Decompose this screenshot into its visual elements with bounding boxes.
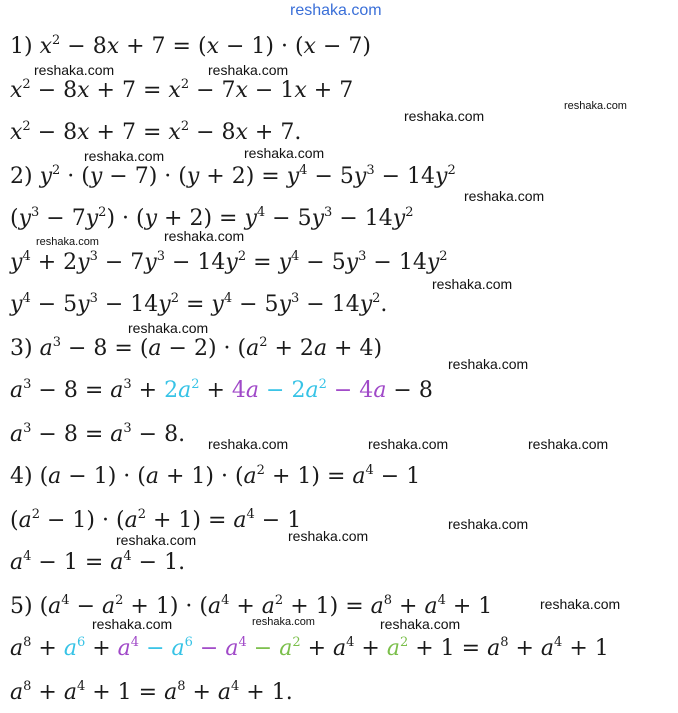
problem-3-statement: 3) $a^3 - 8 = (a - 2) \cdot (a^2 + 2a + 4)$ <box>10 335 383 361</box>
watermark: reshaka.com <box>128 320 209 336</box>
watermark: reshaka.com <box>164 228 245 244</box>
problem-1-statement: 1) $x^2 - 8x + 7 = (x - 1) \cdot (x - 7)$ <box>10 33 371 59</box>
problem-5-result: $a^8 + a^4 + 1 = a^8 + a^4 + 1$. <box>10 679 293 705</box>
problem-4-statement: 4) $(a - 1) \cdot (a + 1) \cdot (a^2 + 1) = a^4 - 1$ <box>10 463 421 489</box>
problem-2-step-2: $y^4 + 2y^3 - 7y^3 - 14y^2 = y^4 - 5y^3 - 14y^2$ <box>10 249 448 275</box>
problem-2-step-1: $(y^3 - 7y^2) \cdot (y + 2) = y^4 - 5y^3 - 14y^2$ <box>10 205 414 231</box>
watermark: reshaka.com <box>464 188 545 204</box>
watermark: reshaka.com <box>92 616 173 632</box>
problem-3-result: $a^3 - 8 = a^3 - 8$. <box>10 421 186 447</box>
watermark: reshaka.com <box>528 436 609 452</box>
watermark: reshaka.com <box>252 616 315 628</box>
watermark: reshaka.com <box>208 436 289 452</box>
watermark: reshaka.com <box>368 436 449 452</box>
problem-2-result: $y^4 - 5y^3 - 14y^2 = y^4 - 5y^3 - 14y^2$. <box>10 291 388 317</box>
watermark: reshaka.com <box>34 62 115 78</box>
watermark: reshaka.com <box>448 516 529 532</box>
problem-2-statement: 2) $y^2 \cdot (y - 7) \cdot (y + 2) = y^4 - 5y^3 - 14y^2$ <box>10 163 456 189</box>
watermark: reshaka.com <box>84 148 165 164</box>
watermark: reshaka.com <box>404 108 485 124</box>
problem-4-step-1: $(a^2 - 1) \cdot (a^2 + 1) = a^4 - 1$ <box>10 507 302 533</box>
watermark: reshaka.com <box>448 356 529 372</box>
problem-5-step-1: $a^8 + a^6 + a^4 - a^6 - a^4 - a^2 + a^4 + a^2 + 1 = a^8 + a^4 + 1$ <box>10 635 609 661</box>
watermark: reshaka.com <box>432 276 513 292</box>
watermark: reshaka.com <box>288 528 369 544</box>
watermark: reshaka.com <box>116 532 197 548</box>
problem-4-result: $a^4 - 1 = a^4 - 1$. <box>10 549 186 575</box>
watermark: reshaka.com <box>380 616 461 632</box>
watermark: reshaka.com <box>244 145 325 161</box>
watermark: reshaka.com <box>564 100 627 112</box>
watermark: reshaka.com <box>540 596 621 612</box>
problem-5-statement: 5) $(a^4 - a^2 + 1) \cdot (a^4 + a^2 + 1) = a^8 + a^4 + 1$ <box>10 593 493 619</box>
problem-1-result: $x^2 - 8x + 7 = x^2 - 8x + 7$. <box>10 119 302 145</box>
problem-3-step-1: $a^3 - 8 = a^3 + 2a^2 + 4a - 2a^2 - 4a - 8$ <box>10 377 433 403</box>
watermark: reshaka.com <box>208 62 289 78</box>
watermark: reshaka.com <box>36 236 99 248</box>
problem-1-step-1: $x^2 - 8x + 7 = x^2 - 7x - 1x + 7$ <box>10 77 354 103</box>
watermark-top: reshaka.com <box>290 2 382 19</box>
